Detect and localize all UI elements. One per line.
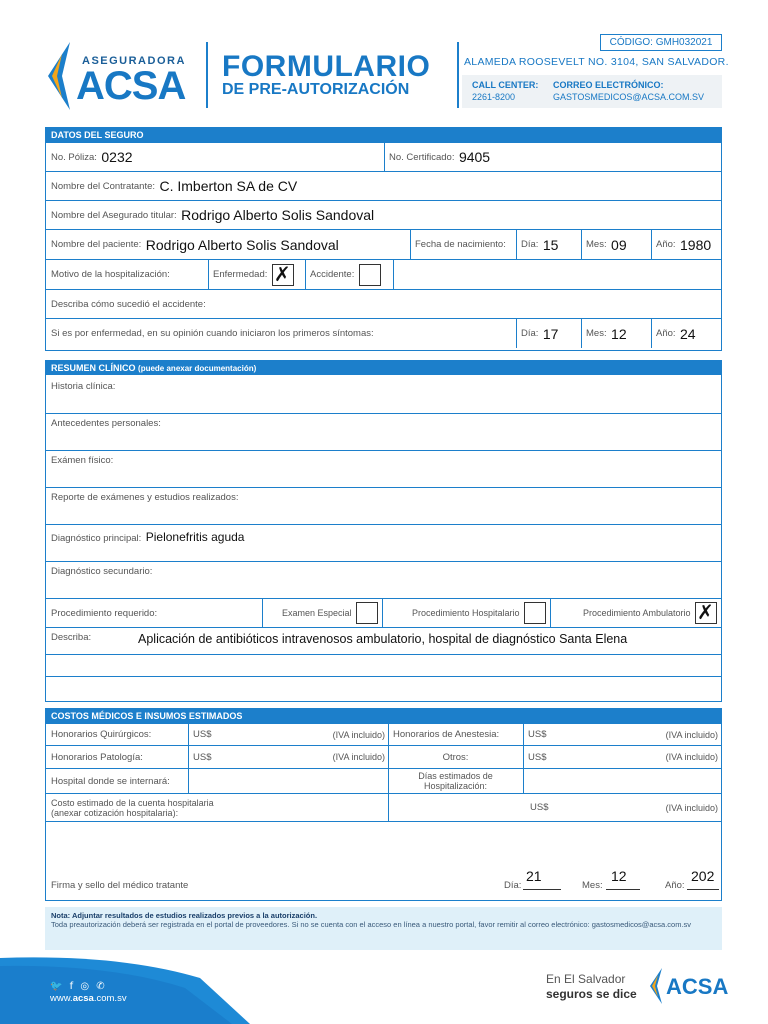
patologia-label: Honorarios Patología:: [51, 751, 143, 763]
patologia-iva: (IVA incluido): [332, 752, 385, 762]
proc-ambulatorio-checkbox[interactable]: [695, 602, 717, 624]
sintomas-label-cell: [46, 319, 516, 348]
email-value: GASTOSMEDICOS@ACSA.COM.SV: [553, 92, 704, 102]
clinico-section: [45, 360, 722, 702]
nota-box: [45, 907, 722, 950]
otros-currency: US$: [528, 751, 547, 763]
firma-dia-line: [523, 889, 561, 890]
nac-anio-value: 1980: [680, 236, 712, 253]
historia-label: Historia clínica:: [51, 381, 116, 392]
enfermedad-label: Enfermedad:: [213, 269, 268, 280]
describa-field[interactable]: [46, 627, 721, 654]
paciente-label: Nombre del paciente:: [51, 239, 142, 250]
nac-mes-value: 09: [611, 236, 627, 253]
web-brand: acsa: [72, 993, 94, 1004]
nacimiento-label: Fecha de nacimiento:: [415, 239, 506, 250]
contratante-row: [46, 171, 721, 200]
dias-field[interactable]: [523, 769, 721, 793]
sint-mes-value: 12: [611, 325, 627, 342]
proc-hospitalario-label: Procedimiento Hospitalario: [411, 608, 520, 618]
describa-line-3[interactable]: [46, 676, 721, 698]
quirurgicos-label-cell: [46, 724, 188, 745]
nota-body: Toda preautorización deberá ser registrada en el portal de proveedores. Si no se cuenta con el acceso en línea a nuestro portal, favor remitir al correo electrónico: gastosmedicos@acsa.com.sv: [51, 920, 692, 929]
reporte-label: Reporte de exámenes y estudios realizados:: [51, 492, 239, 503]
contratante-field[interactable]: [46, 172, 721, 200]
costos-heading: COSTOS MÉDICOS E INSUMOS ESTIMADOS: [46, 709, 721, 723]
check-mark-icon: ✗: [697, 600, 714, 624]
hospital-row: [46, 768, 721, 793]
poliza-label: No. Póliza:: [51, 151, 97, 163]
patologia-amount[interactable]: [188, 746, 388, 768]
brand-big: ACSA: [76, 64, 186, 108]
footer-brand: ACSA: [666, 974, 729, 999]
certificado-label: No. Certificado:: [389, 151, 455, 163]
dias-label-cell: [388, 769, 523, 793]
otros-amount[interactable]: [523, 746, 721, 768]
email-label: CORREO ELECTRÓNICO:: [553, 80, 664, 90]
poliza-field[interactable]: [46, 143, 384, 171]
seguro-section: [45, 127, 722, 351]
social-icons[interactable]: 🐦 f ◎ ✆: [50, 981, 107, 992]
anestesia-currency: US$: [528, 729, 547, 740]
hospital-label: Hospital donde se internará:: [51, 775, 170, 787]
enfermedad-option: [208, 260, 305, 289]
call-center-label: CALL CENTER:: [472, 80, 539, 90]
contratante-label: Nombre del Contratante:: [51, 180, 156, 192]
paciente-field[interactable]: [46, 230, 410, 259]
anestesia-label-cell: [388, 724, 523, 745]
asegurado-row: [46, 200, 721, 229]
nac-mes-label: Mes:: [586, 239, 607, 250]
anestesia-amount[interactable]: [523, 724, 721, 745]
patologia-row: [46, 745, 721, 768]
costo-label-1: Costo estimado de la cuenta hospitalaria: [51, 797, 214, 808]
procedimiento-row: [46, 598, 721, 627]
tagline-1: En El Salvador: [546, 972, 626, 986]
check-mark-icon: ✗: [273, 261, 291, 286]
anestesia-iva: (IVA incluido): [665, 729, 718, 740]
firma-label: Firma y sello del médico tratante: [51, 880, 189, 891]
asegurado-label: Nombre del Asegurado titular:: [51, 209, 177, 221]
quirurgicos-amount[interactable]: [188, 724, 388, 745]
sint-anio-value: 24: [680, 325, 696, 342]
accidente-label: Accidente:: [310, 269, 355, 280]
costo-label-cell: [46, 794, 388, 821]
header-divider: [206, 42, 208, 108]
firma-dia-value: 21: [526, 868, 542, 884]
describa-label: Describa:: [51, 632, 92, 643]
form-subtitle: DE PRE-AUTORIZACIÓN: [222, 81, 410, 98]
anestesia-label: Honorarios de Anestesia:: [393, 729, 500, 740]
antecedentes-label: Antecedentes personales:: [51, 418, 161, 429]
web-suffix: .com.sv: [93, 993, 127, 1004]
nac-dia-field[interactable]: [516, 230, 581, 259]
sint-dia-value: 17: [542, 325, 559, 342]
header: [0, 0, 768, 120]
patologia-currency: US$: [193, 751, 212, 763]
firma-anio-label: Año:: [665, 880, 685, 891]
firma-anio-line: [687, 889, 719, 890]
describa-line-2[interactable]: [46, 654, 721, 676]
form-title: FORMULARIO: [222, 50, 431, 83]
nac-anio-label: Año:: [656, 239, 676, 250]
nac-mes-field[interactable]: [581, 230, 651, 259]
sint-mes-label: Mes:: [586, 328, 607, 339]
firma-mes-label: Mes:: [582, 880, 603, 891]
acsa-footer-logo-icon: [648, 968, 664, 1004]
address: ALAMEDA ROOSEVELT NO. 3104, SAN SALVADOR.: [464, 56, 729, 68]
costo-hospitalario-row: [46, 793, 721, 821]
costo-currency: US$: [530, 802, 549, 813]
proc-ambulatorio-option: [550, 599, 721, 627]
otros-label-cell: [388, 746, 523, 768]
motivo-row: [46, 259, 721, 289]
describa-accidente-field[interactable]: [46, 290, 721, 318]
brand-small: ASEGURADORA: [82, 55, 186, 67]
footer-wave-icon: [0, 950, 260, 1024]
paciente-value: Rodrigo Alberto Solis Sandoval: [145, 236, 339, 253]
examen-especial-checkbox[interactable]: [356, 602, 378, 624]
tagline-2: seguros se dice: [546, 987, 637, 1001]
acsa-logo-icon: [44, 42, 74, 110]
proc-ambulatorio-label: Procedimiento Ambulatorio: [582, 608, 691, 618]
examen-label: Exámen físico:: [51, 455, 114, 466]
poliza-value: 0232: [101, 149, 133, 165]
sintomas-label: Si es por enfermedad, en su opinión cuando iniciaron los primeros síntomas:: [51, 328, 374, 339]
otros-iva: (IVA incluido): [665, 752, 718, 762]
diag-principal-label: Diagnóstico principal:: [51, 533, 142, 544]
certificado-field[interactable]: [384, 143, 721, 171]
enfermedad-checkbox[interactable]: [272, 261, 294, 286]
call-center-value: 2261-8200: [472, 92, 516, 102]
costo-iva: (IVA incluido): [665, 802, 718, 813]
footer-web-link[interactable]: [50, 993, 127, 1004]
historia-field[interactable]: [46, 375, 721, 413]
examen-especial-option: [262, 599, 382, 627]
sintomas-row: [46, 318, 721, 348]
nac-anio-field[interactable]: [651, 230, 721, 259]
quirurgicos-label: Honorarios Quirúrgicos:: [51, 729, 152, 740]
nac-dia-value: 15: [542, 236, 559, 253]
antecedentes-field[interactable]: [46, 413, 721, 450]
firma-anio-value: 202: [691, 868, 715, 884]
examen-field[interactable]: [46, 450, 721, 487]
diag-principal-value: Pielonefritis aguda: [145, 530, 245, 544]
quirurgicos-iva: (IVA incluido): [332, 729, 385, 740]
certificado-value: 9405: [458, 149, 491, 165]
sint-dia-field[interactable]: [516, 319, 581, 348]
codigo-box: CÓDIGO: GMH032021: [600, 34, 722, 51]
dias-label: Días estimados de Hospitalización:: [418, 771, 493, 791]
diag-secundario-label: Diagnóstico secundario:: [51, 566, 153, 577]
sint-dia-label: Día:: [521, 328, 539, 339]
describa-accidente-label: Describa cómo sucedió el accidente:: [51, 298, 206, 310]
header-divider-2: [457, 42, 459, 108]
sint-anio-label: Año:: [656, 328, 676, 339]
diag-principal-field[interactable]: [46, 524, 721, 561]
clinico-heading-note: (puede anexar documentación): [138, 364, 257, 373]
describa-accidente-row: [46, 289, 721, 318]
costo-amount[interactable]: [388, 794, 721, 821]
firma-dia-label: Día:: [504, 880, 522, 891]
firma-mes-line: [606, 889, 640, 890]
diag-principal-line: [51, 528, 244, 546]
procedimiento-label-cell: [46, 599, 262, 627]
accidente-checkbox[interactable]: [359, 264, 381, 286]
proc-hospitalario-checkbox[interactable]: [524, 602, 546, 624]
costo-label-2: (anexar cotización hospitalaria):: [51, 807, 179, 818]
describa-value: Aplicación de antibióticos intravenosos ambulatorio, hospital de diagnóstico Santa Elena: [138, 632, 628, 646]
hospital-label-cell: [46, 769, 188, 793]
firma-mes-value: 12: [611, 868, 627, 884]
seguro-heading: DATOS DEL SEGURO: [46, 128, 721, 142]
sint-mes-field[interactable]: [581, 319, 651, 348]
web-prefix: www.: [50, 993, 73, 1004]
motivo-label: Motivo de la hospitalización:: [51, 269, 170, 280]
accidente-option: [305, 260, 393, 289]
paciente-row: [46, 229, 721, 259]
nac-dia-label: Día:: [521, 239, 539, 250]
diag-secundario-field[interactable]: [46, 561, 721, 598]
asegurado-field[interactable]: [46, 201, 721, 229]
hospital-field[interactable]: [188, 769, 388, 793]
otros-label: Otros:: [442, 751, 469, 763]
proc-hospitalario-option: [382, 599, 550, 627]
nota-title: Nota: Adjuntar resultados de estudios realizados previos a la autorización.: [51, 911, 318, 920]
quirurgicos-row: [46, 723, 721, 745]
firma-row[interactable]: [46, 821, 721, 900]
costos-section: [45, 708, 722, 901]
motivo-label-cell: [46, 260, 208, 289]
procedimiento-label: Procedimiento requerido:: [51, 607, 158, 619]
sint-anio-field[interactable]: [651, 319, 721, 348]
quirurgicos-currency: US$: [193, 729, 212, 740]
nacimiento-label-cell: [410, 230, 516, 259]
contratante-value: C. Imberton SA de CV: [159, 178, 298, 194]
clinico-heading: [46, 361, 721, 375]
poliza-row: [46, 142, 721, 171]
clinico-heading-title: RESUMEN CLÍNICO: [51, 363, 136, 373]
asegurado-value: Rodrigo Alberto Solis Sandoval: [181, 207, 375, 223]
patologia-label-cell: [46, 746, 188, 768]
reporte-field[interactable]: [46, 487, 721, 524]
examen-especial-label: Examen Especial: [282, 608, 352, 618]
